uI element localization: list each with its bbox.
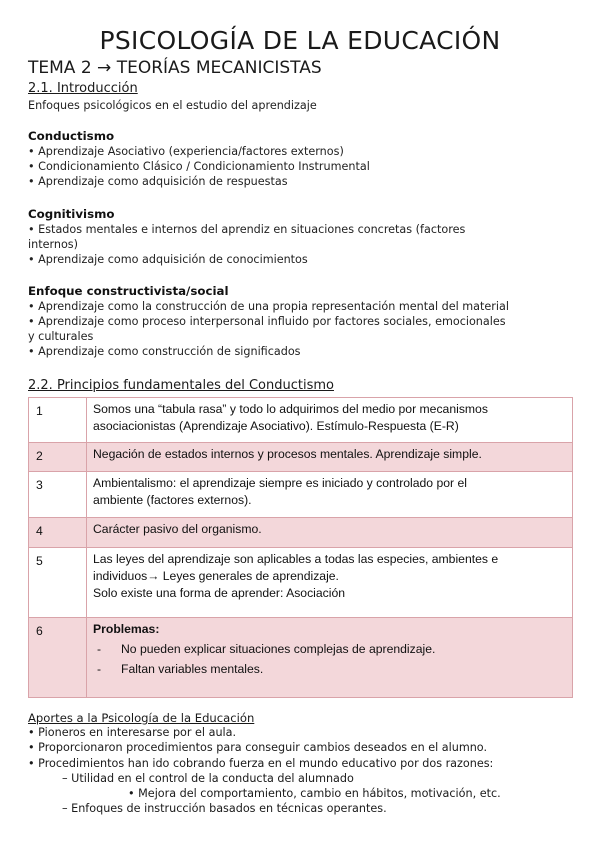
list-item: • Proporcionaron procedimientos para conseguir cambios deseados en el alumno. — [28, 741, 488, 755]
problemas-heading: Problemas: — [93, 622, 160, 636]
list-item: • Aprendizaje Asociativo (experiencia/factores externos) — [28, 145, 344, 158]
row-text — [87, 443, 573, 472]
problem-text: Faltan variables mentales. — [121, 662, 264, 676]
group-constructivista — [28, 284, 578, 359]
list-item: y culturales — [28, 330, 94, 343]
table-row — [29, 618, 573, 698]
list-item: • Mejora del comportamiento, cambio en hábitos, motivación, etc. — [128, 787, 501, 801]
row-text — [87, 548, 573, 618]
list-item: internos) — [28, 238, 78, 251]
dash-marker: - — [97, 662, 102, 676]
row-number: 4 — [29, 518, 87, 548]
tema-heading: TEMA 2 → TEORÍAS MECANICISTAS — [28, 58, 322, 78]
list-item: • Procedimientos han ido cobrando fuerza en el mundo educativo por dos razones: — [28, 756, 494, 770]
row-line: Negación de estados internos y procesos mentales. Aprendizaje simple. — [93, 447, 482, 461]
row-line: asociacionistas (Aprendizaje Asociativo). Estímulo-Respuesta (E-R) — [93, 419, 459, 433]
table-row — [29, 398, 573, 443]
table-row — [29, 443, 573, 472]
row-line: Solo existe una forma de aprender: Asociación — [93, 586, 346, 600]
row-text — [87, 398, 573, 443]
row-number: 6 — [29, 618, 87, 698]
row-number: 5 — [29, 548, 87, 618]
group-heading: Enfoque constructivista/social — [28, 284, 229, 298]
intro-subtitle: Enfoques psicológicos en el estudio del aprendizaje — [28, 99, 317, 112]
table-row — [29, 548, 573, 618]
row-number: 1 — [29, 398, 87, 443]
row-number: 2 — [29, 443, 87, 472]
table-row — [29, 518, 573, 548]
list-item: • Aprendizaje como construcción de significados — [28, 345, 301, 358]
list-item — [93, 641, 566, 658]
problem-text: No pueden explicar situaciones complejas de aprendizaje. — [121, 642, 436, 656]
group-heading: Cognitivismo — [28, 207, 115, 221]
row-number: 3 — [29, 472, 87, 518]
aportes-title: Aportes a la Psicología de la Educación — [28, 711, 255, 725]
dash-marker: - — [97, 642, 102, 656]
list-item — [93, 661, 566, 678]
list-item: • Pioneros en interesarse por el aula. — [28, 726, 237, 739]
section-title-introduccion: 2.1. Introducción — [28, 81, 138, 96]
row-line: Carácter pasivo del organismo. — [93, 522, 262, 536]
table-row — [29, 472, 573, 518]
list-item: – Enfoques de instrucción basados en técnicas operantes. — [62, 802, 387, 816]
list-item: • Estados mentales e internos del aprendiz en situaciones concretas (factores — [28, 223, 466, 236]
group-conductismo — [28, 129, 578, 189]
row-line: individuos→ Leyes generales de aprendizaje. — [93, 569, 339, 583]
section-title-principios: 2.2. Principios fundamentales del Conductismo — [28, 378, 334, 393]
list-item: • Aprendizaje como adquisición de conocimientos — [28, 253, 308, 266]
row-line: Las leyes del aprendizaje son aplicables a todas las especies, ambientes e — [93, 552, 499, 566]
row-text — [87, 618, 573, 698]
row-text — [87, 518, 573, 548]
list-item: – Utilidad en el control de la conducta del alumnado — [62, 771, 354, 785]
group-cognitivismo — [28, 207, 578, 267]
list-item: • Aprendizaje como proceso interpersonal influido por factores sociales, emocionales — [28, 315, 506, 328]
page-title: PSICOLOGÍA DE LA EDUCACIÓN — [99, 26, 501, 55]
list-item: • Condicionamiento Clásico / Condicionamiento Instrumental — [28, 160, 370, 173]
list-item: • Aprendizaje como adquisición de respuestas — [28, 175, 288, 188]
principles-table — [28, 397, 573, 698]
row-text — [87, 472, 573, 518]
row-line: Somos una “tabula rasa” y todo lo adquirimos del medio por mecanismos — [93, 402, 488, 416]
row-line: Ambientalismo: el aprendizaje siempre es iniciado y controlado por el — [93, 476, 467, 490]
list-item: • Aprendizaje como la construcción de una propia representación mental del material — [28, 300, 509, 313]
group-heading: Conductismo — [28, 129, 115, 143]
aportes-list — [28, 725, 588, 817]
row-line: ambiente (factores externos). — [93, 493, 252, 507]
